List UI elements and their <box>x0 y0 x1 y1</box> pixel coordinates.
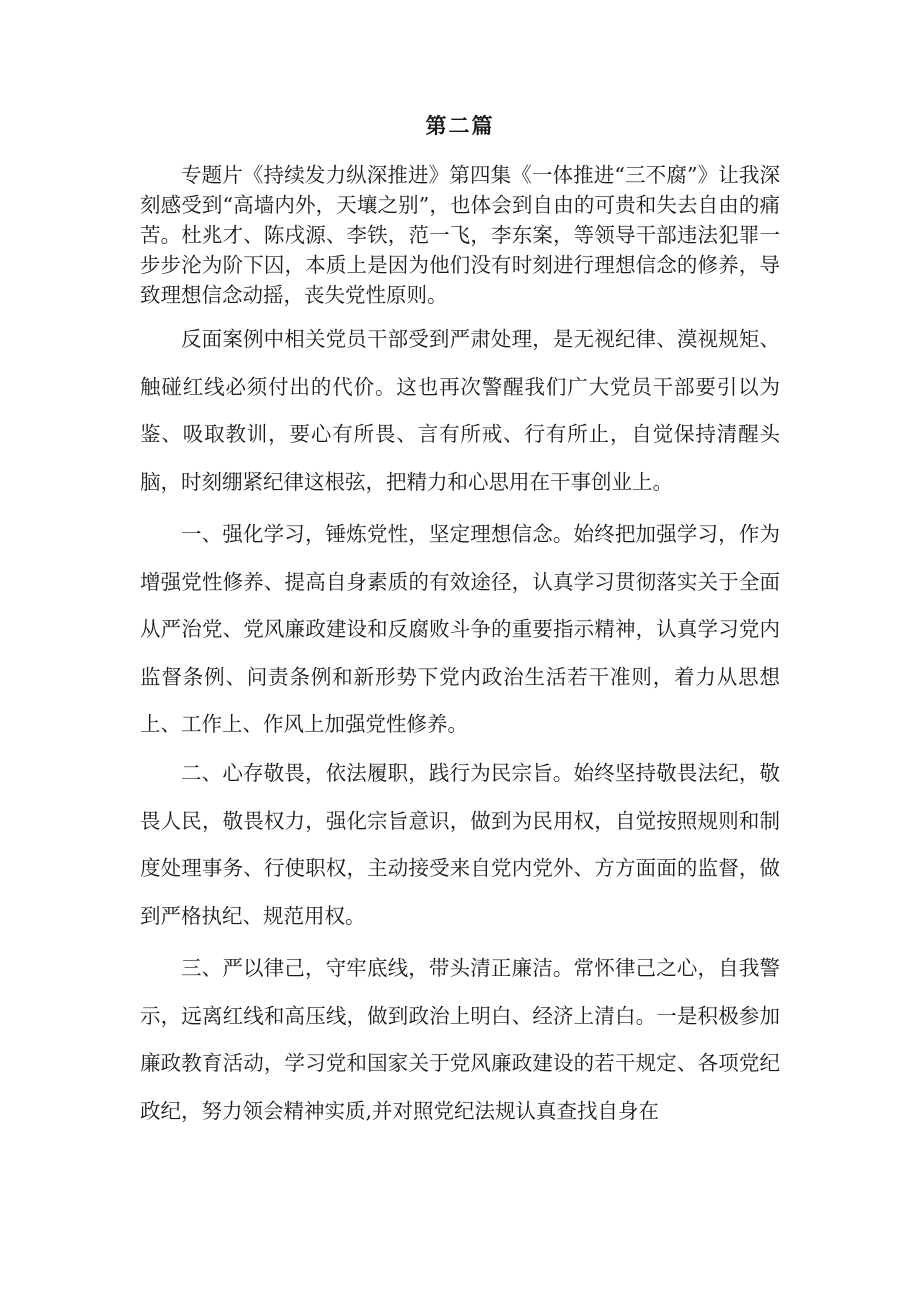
paragraph-warning: 反面案例中相关党员干部受到严肃处理，是无视纪律、漠视规矩、触碰红线必须付出的代价。这也再次警醒我们广大党员干部要引以为鉴、吸取教训，要心有所畏、言有所戒、行有所止，自觉保持清醒头脑，时刻绷紧纪律这根弦，把精力和心思用在干事创业上。 <box>140 327 780 494</box>
paragraph-intro: 专题片《持续发力纵深推进》第四集《一体推进“三不腐”》让我深刻感受到“高墙内外，天壤之别”，也体会到自由的可贵和失去自由的痛苦。杜兆才、陈戌源、李铁，范一飞，李东案，等领导干部违法犯罪一步步沦为阶下囚，本质上是因为他们没有时刻进行理想信念的修养，导致理想信念动摇，丧失党性原则。 <box>140 163 780 307</box>
document-title: 第二篇 <box>425 113 495 138</box>
paragraph-point-two: 二、心存敬畏，依法履职，践行为民宗旨。始终坚持敬畏法纪，敬畏人民，敬畏权力，强化宗旨意识，做到为民用权，自觉按照规则和制度处理事务、行使职权，主动接受来自党内党外、方方面面的监督，做到严格执纪、规范用权。 <box>140 761 780 928</box>
paragraph-point-three: 三、严以律己，守牢底线，带头清正廉洁。常怀律己之心，自我警示，远离红线和高压线，做到政治上明白、经济上清白。一是积极参加廉政教育活动，学习党和国家关于党风廉政建设的若干规定、各项党纪政纪，努力领会精神实质,并对照党纪法规认真查找自身在 <box>140 956 780 1123</box>
paragraph-point-one: 一、强化学习，锤炼党性，坚定理想信念。始终把加强学习，作为增强党性修养、提高自身素质的有效途径，认真学习贯彻落实关于全面从严治党、党风廉政建设和反腐败斗争的重要指示精神，认真学习党内监督条例、问责条例和新形势下党内政治生活若干准则，着力从思想上、工作上、作风上加强党性修养。 <box>140 522 780 736</box>
